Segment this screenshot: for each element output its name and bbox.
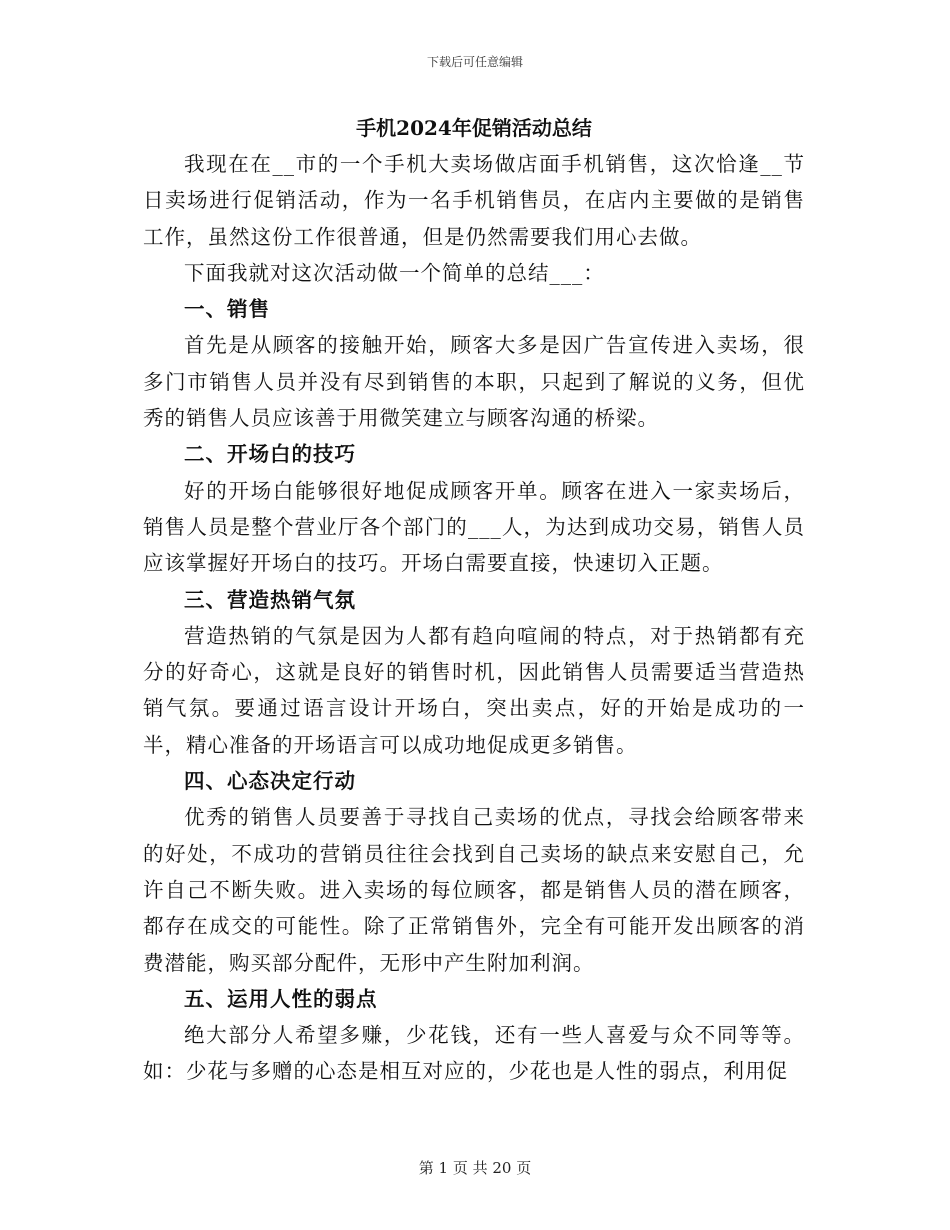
section-heading-mindset: 四、心态决定行动 xyxy=(184,769,356,794)
paragraph-human-weakness: 绝大部分人希望多赚，少花钱，还有一些人喜爱与众不同等等。如：少花与多赠的心态是相互对应的，少花也是人性的弱点，利用促 xyxy=(143,1023,805,1084)
paragraph-opening: 好的开场白能够很好地促成顾客开单。顾客在进入一家卖场后，销售人员是整个营业厅各个部门的___人，为达到成功交易，销售人员应该掌握好开场白的技巧。开场白需要直接，快速切入正题。 xyxy=(143,478,805,576)
page-number-footer: 第 1 页 共 20 页 xyxy=(418,1159,532,1177)
document-body xyxy=(143,110,805,1090)
document-title: 手机2024年促销活动总结 xyxy=(356,116,592,140)
paragraph-mindset: 优秀的销售人员要善于寻找自己卖场的优点，寻找会给顾客带来的好处，不成功的营销员往往会找到自己卖场的缺点来安慰自己，允许自己不断失败。进入卖场的每位顾客，都是销售人员的潜在顾客，都存在成交的可能性。除了正常销售外，完全有可能开发出顾客的消费潜能，购买部分配件，无形中产生附加利润。 xyxy=(143,805,805,975)
paragraph-intro: 我现在在__市的一个手机大卖场做店面手机销售，这次恰逢__节日卖场进行促销活动，作为一名手机销售员，在店内主要做的是销售工作，虽然这份工作很普通，但是仍然需要我们用心去做。 xyxy=(143,152,805,249)
paragraph-atmosphere: 营造热销的气氛是因为人都有趋向喧闹的特点，对于热销都有充分的好奇心，这就是良好的销售时机，因此销售人员需要适当营造热销气氛。要通过语言设计开场白，突出卖点，好的开始是成功的一半，精心准备的开场语言可以成功地促成更多销售。 xyxy=(143,623,805,757)
paragraph-sales: 首先是从顾客的接触开始，顾客大多是因广告宣传进入卖场，很多门市销售人员并没有尽到销售的本职，只起到了解说的义务，但优秀的销售人员应该善于用微笑建立与顾客沟通的桥梁。 xyxy=(143,333,805,431)
paragraph-summary-lead: 下面我就对这次活动做一个简单的总结___： xyxy=(184,260,605,285)
section-heading-opening: 二、开场白的技巧 xyxy=(184,442,356,467)
page-header-note: 下载后可任意编辑 xyxy=(426,55,523,69)
section-heading-human-weakness: 五、运用人性的弱点 xyxy=(184,986,378,1011)
section-heading-sales: 一、销售 xyxy=(184,297,270,322)
section-heading-atmosphere: 三、营造热销气氛 xyxy=(184,587,356,612)
